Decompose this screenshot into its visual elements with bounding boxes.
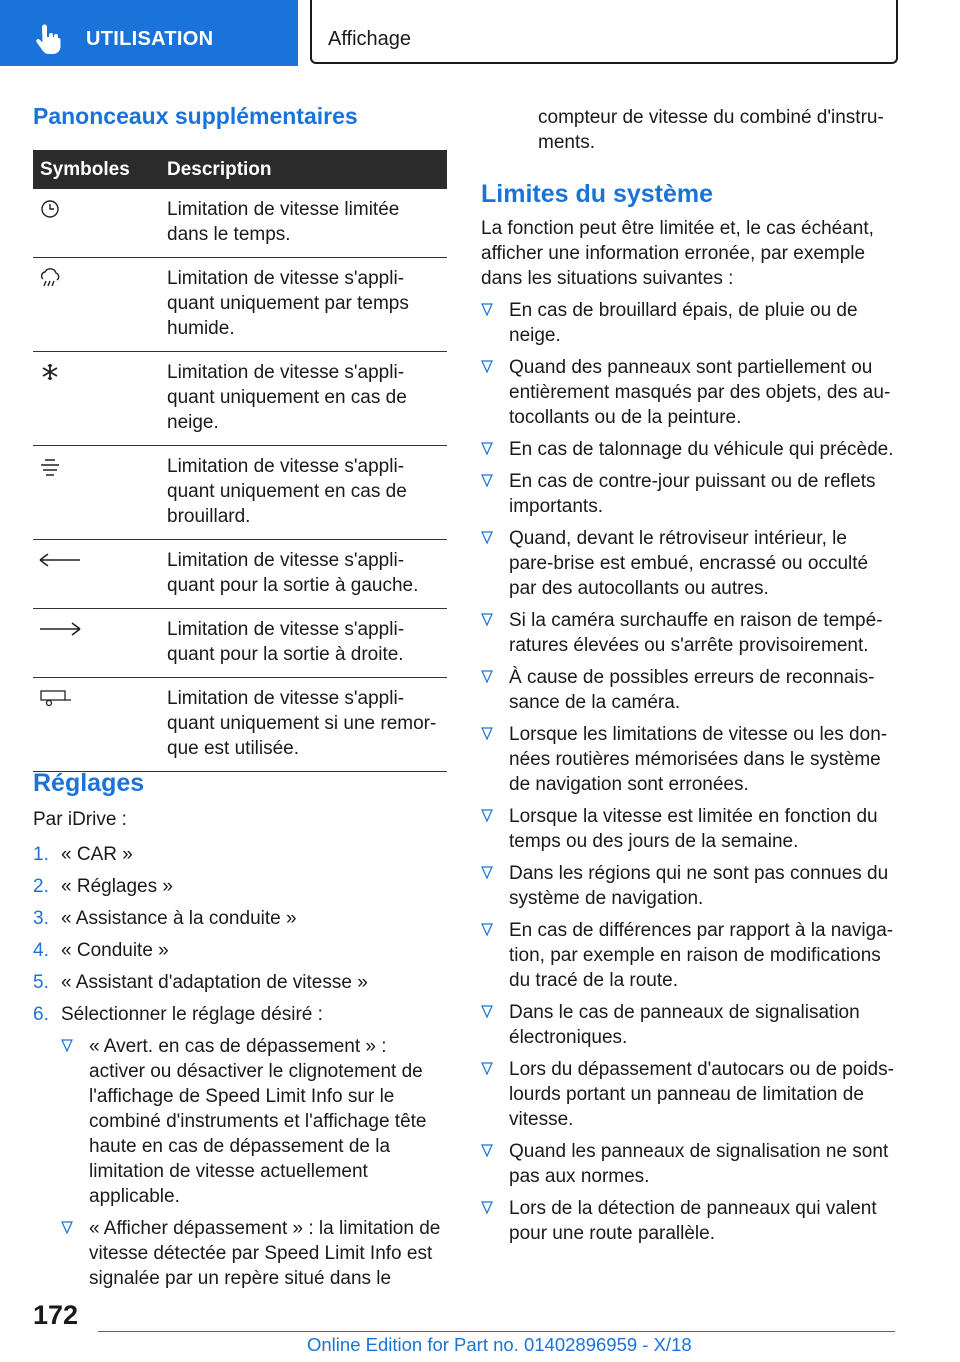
triangle-bullet-icon xyxy=(481,1201,493,1215)
table-cell-description: Limitation de vitesse s'appliquant pour la sortie à droite. xyxy=(161,609,447,678)
table-cell-description: Limitation de vitesse s'appliquant uniquement par temps humide. xyxy=(161,258,447,352)
table-row xyxy=(33,609,447,678)
list-item: Lors de la détection de panneaux qui valent pour une route parallèle. xyxy=(481,1196,895,1246)
triangle-bullet-icon xyxy=(481,809,493,823)
list-item: Quand des panneaux sont partiellement ou entièrement masqués par des objets, des autocollants ou de la peinture. xyxy=(481,355,895,430)
table-cell-description: Limitation de vitesse s'appliquant uniquement en cas de neige. xyxy=(161,352,447,446)
list-item: 1. « CAR » xyxy=(33,844,133,865)
arrow-left-icon xyxy=(37,549,83,571)
page-number: 172 xyxy=(33,1300,79,1330)
fog-icon xyxy=(37,455,63,477)
table-row xyxy=(33,446,447,540)
settings-sub-options xyxy=(61,1034,447,1291)
triangle-bullet-icon xyxy=(481,303,493,317)
triangle-bullet-icon xyxy=(481,360,493,374)
triangle-bullet-icon xyxy=(481,613,493,627)
footer-divider xyxy=(98,1331,895,1332)
continued-text: compteur de vitesse du combiné d'instruments. xyxy=(538,107,884,153)
hand-pointer-icon xyxy=(36,24,62,54)
table-cell-description: Limitation de vitesse limitée dans le temps. xyxy=(161,189,447,258)
list-item: En cas de talonnage du véhicule qui précède. xyxy=(481,437,895,462)
list-item: Lorsque la vitesse est limitée en fonction du temps ou des jours de la semaine. xyxy=(481,804,895,854)
triangle-bullet-icon xyxy=(61,1221,73,1235)
table-row xyxy=(33,678,447,772)
limits-list xyxy=(481,298,895,1253)
limits-intro: La fonction peut être limitée et, le cas échéant, afficher une information erronée, par exemple dans les situations suivantes : xyxy=(481,218,874,289)
settings-heading: Réglages xyxy=(33,769,145,797)
chapter-box xyxy=(310,0,898,64)
list-item: 3. « Assistance à la conduite » xyxy=(33,908,297,929)
list-item: 5. « Assistant d'adaptation de vitesse » xyxy=(33,972,368,993)
triangle-bullet-icon xyxy=(481,442,493,456)
table-subtitle: Panonceaux supplémentaires xyxy=(33,103,358,129)
list-item: En cas de différences par rapport à la navigation, par exemple en raison de modifications du tracé de la route. xyxy=(481,918,895,993)
section-tab xyxy=(0,0,298,66)
table-row xyxy=(33,352,447,446)
table-header-symbols: Symboles xyxy=(33,150,161,189)
chapter-label: Affichage xyxy=(328,28,412,50)
triangle-bullet-icon xyxy=(481,531,493,545)
triangle-bullet-icon xyxy=(61,1039,73,1053)
section-label: UTILISATION xyxy=(86,28,214,50)
list-item: En cas de contre-jour puissant ou de reflets importants. xyxy=(481,469,895,519)
clock-icon xyxy=(37,198,63,220)
table-cell-description: Limitation de vitesse s'appliquant uniquement en cas de brouillard. xyxy=(161,446,447,540)
triangle-bullet-icon xyxy=(481,1062,493,1076)
settings-steps xyxy=(33,842,447,1298)
list-item: Quand les panneaux de signalisation ne sont pas aux normes. xyxy=(481,1139,895,1189)
table-row xyxy=(33,189,447,258)
list-item: Quand, devant le rétroviseur intérieur, le pare-brise est embué, encrassé ou occulté par des autocollants ou autres. xyxy=(481,526,895,601)
table-cell-description: Limitation de vitesse s'appliquant pour la sortie à gauche. xyxy=(161,540,447,609)
settings-intro: Par iDrive : xyxy=(33,809,127,830)
snowflake-icon xyxy=(37,361,63,383)
triangle-bullet-icon xyxy=(481,866,493,880)
list-item: 6. Sélectionner le réglage désiré : « Avert. en cas de dépassement » : activer ou désactiver le clignotement de l'affichage de Speed Limit Info sur le combiné d'instruments et l'affichage tête haute en cas de dépassement de la limitation de vitesse actuellement applicable. « Afficher dépassement » : la limitation de vitesse détectée par Speed Limit Info est signalée par un repère situé dans le xyxy=(33,1002,447,1291)
list-item: Si la caméra surchauffe en raison de températures élevées ou s'arrête provisoirement. xyxy=(481,608,895,658)
list-item: « Avert. en cas de dépassement » : activer ou désactiver le clignotement de l'affichage de Speed Limit Info sur le combiné d'instruments et l'affichage tête haute en cas de dépassement de la limitation de vitesse actuellement applicable. xyxy=(61,1034,447,1209)
list-item: En cas de brouillard épais, de pluie ou de neige. xyxy=(481,298,895,348)
list-item: Lorsque les limitations de vitesse ou les données routières mémorisées dans le système de navigation sont erronées. xyxy=(481,722,895,797)
rain-cloud-icon xyxy=(37,267,63,289)
triangle-bullet-icon xyxy=(481,923,493,937)
triangle-bullet-icon xyxy=(481,1005,493,1019)
table-cell-description: Limitation de vitesse s'appliquant uniquement si une remorque est utilisée. xyxy=(161,678,447,772)
footer-edition: Online Edition for Part no. 01402896959 - X/18 xyxy=(307,1334,692,1355)
triangle-bullet-icon xyxy=(481,727,493,741)
list-item: 2. « Réglages » xyxy=(33,876,173,897)
trailer-icon xyxy=(37,687,73,709)
table-row xyxy=(33,540,447,609)
arrow-right-icon xyxy=(37,618,83,640)
triangle-bullet-icon xyxy=(481,474,493,488)
triangle-bullet-icon xyxy=(481,1144,493,1158)
symbols-table xyxy=(33,150,447,772)
list-item: À cause de possibles erreurs de reconnaissance de la caméra. xyxy=(481,665,895,715)
list-item: Dans le cas de panneaux de signalisation électroniques. xyxy=(481,1000,895,1050)
triangle-bullet-icon xyxy=(481,670,493,684)
list-item: 4. « Conduite » xyxy=(33,940,169,961)
list-item: « Afficher dépassement » : la limitation de vitesse détectée par Speed Limit Info est signalée par un repère situé dans le xyxy=(61,1216,447,1291)
limits-heading: Limites du système xyxy=(481,180,714,208)
table-row xyxy=(33,258,447,352)
list-item: Dans les régions qui ne sont pas connues du système de navigation. xyxy=(481,861,895,911)
list-item: Lors du dépassement d'autocars ou de poids-lourds portant un panneau de limitation de vitesse. xyxy=(481,1057,895,1132)
table-header-description: Description xyxy=(161,150,447,189)
